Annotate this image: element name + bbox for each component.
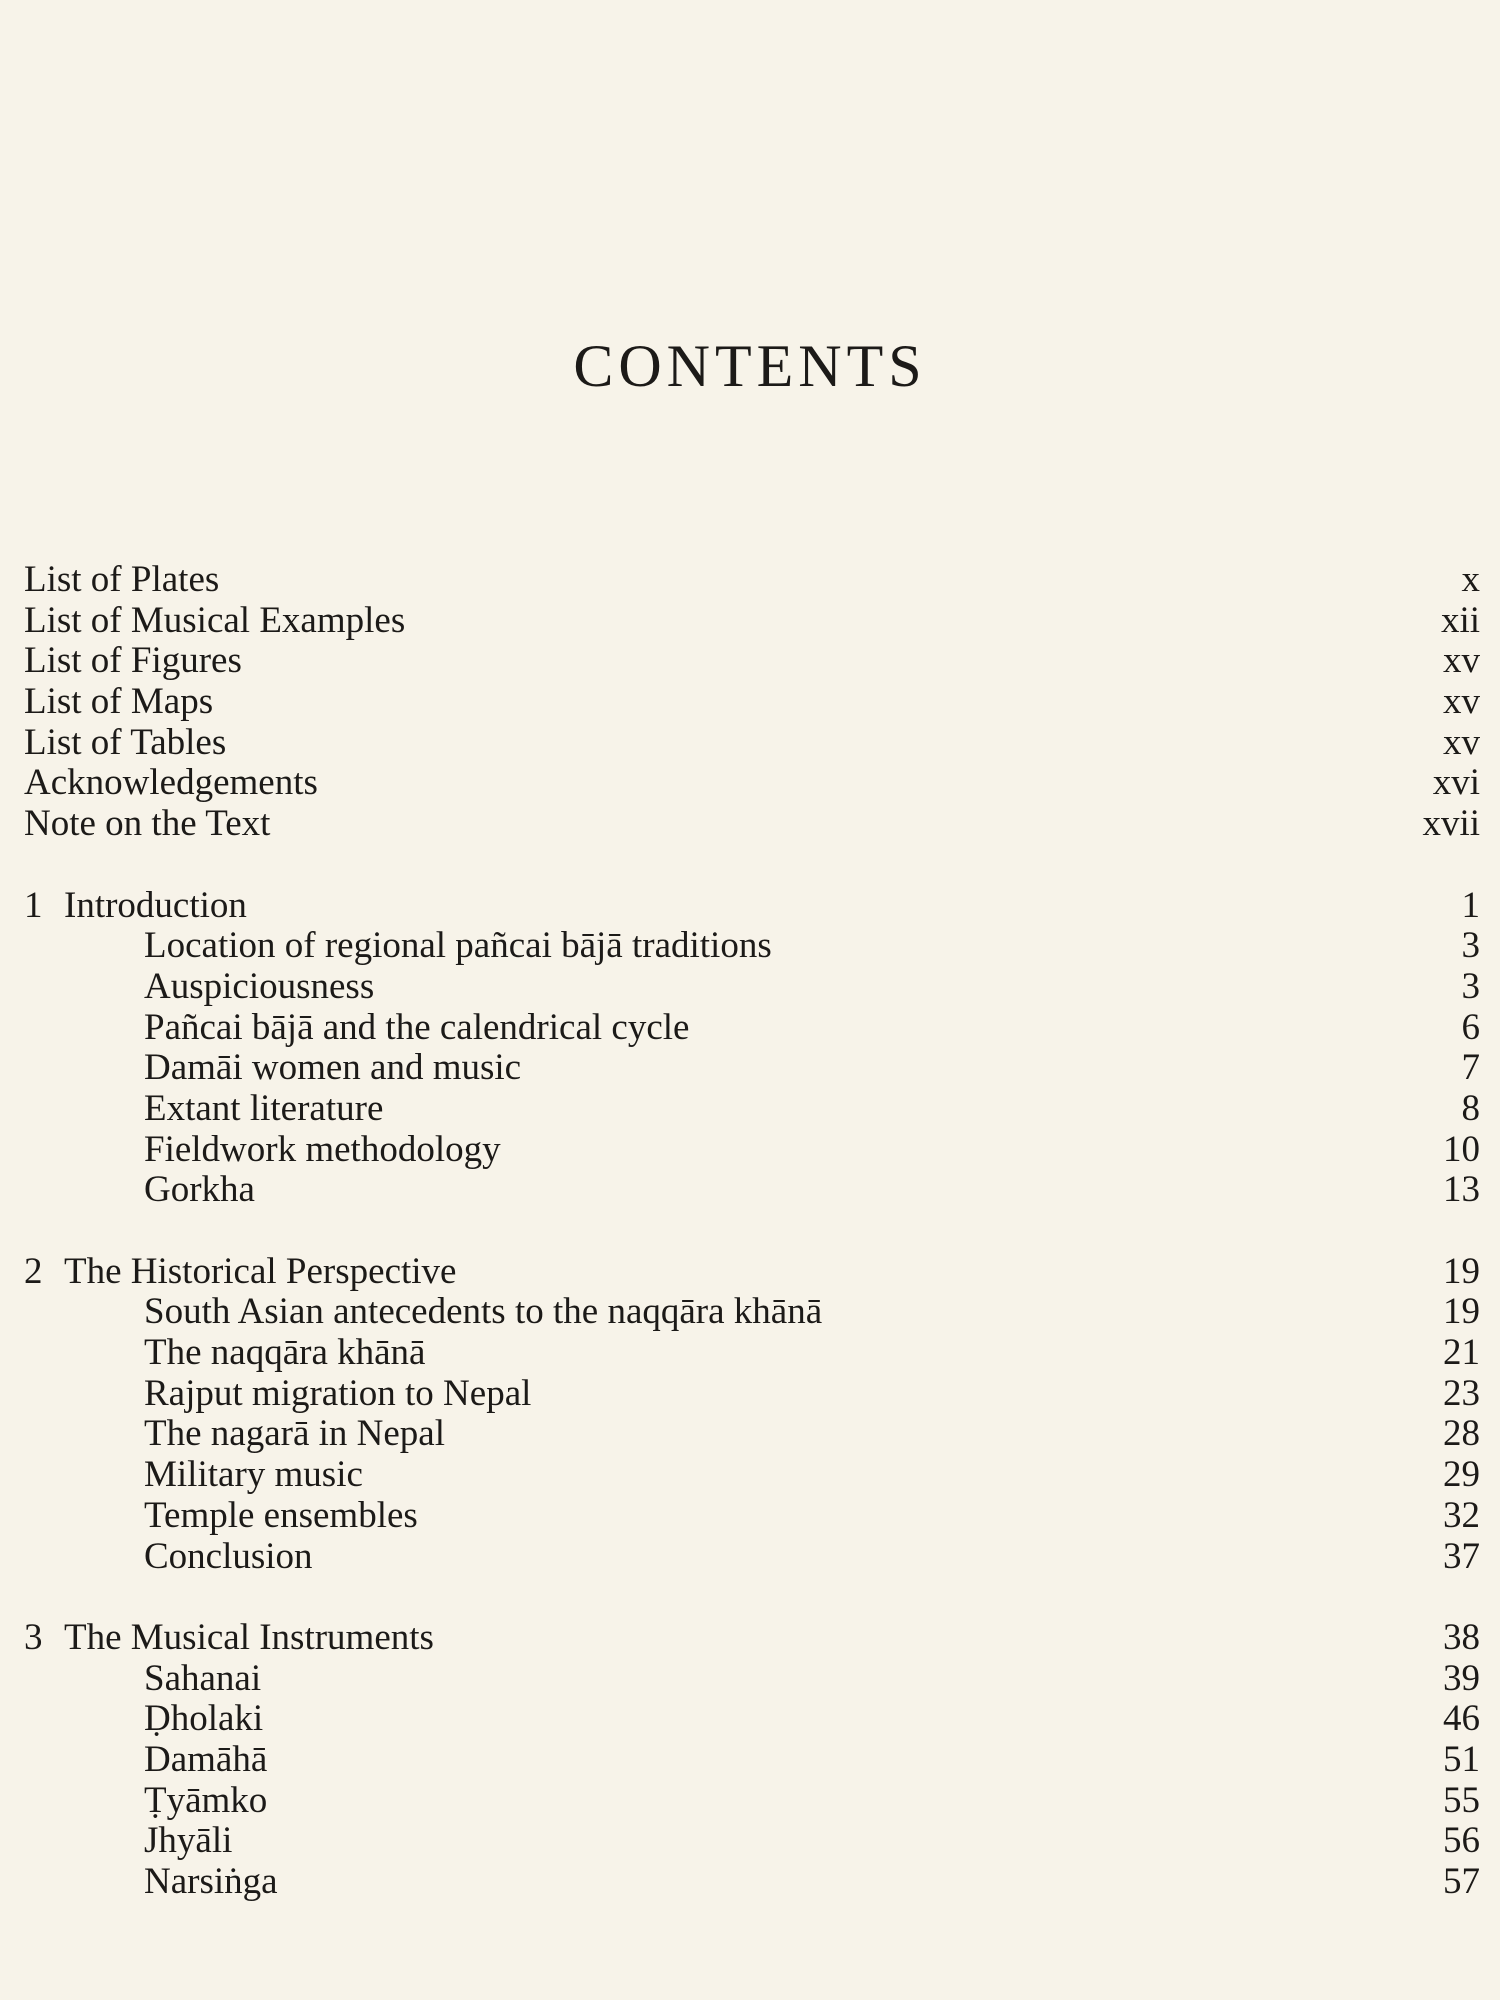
toc-entry-note-on-the-text[interactable] (24, 804, 1480, 845)
toc-section[interactable] (24, 1048, 1480, 1089)
toc-section[interactable] (24, 1821, 1480, 1862)
toc-section[interactable] (24, 1496, 1480, 1537)
toc-entry-page: 39 (1443, 1657, 1480, 1699)
toc-section-title: Military music (144, 1454, 363, 1496)
toc-entry-page: x (1461, 559, 1480, 600)
table-of-contents (24, 560, 1480, 1903)
toc-entry-page: 21 (1443, 1332, 1480, 1374)
toc-section-title: Ḍholaki (144, 1698, 264, 1740)
spacer (24, 1577, 1480, 1618)
toc-section[interactable] (24, 1740, 1480, 1781)
toc-entry-page: 46 (1443, 1698, 1480, 1740)
toc-section-title: Jhyāli (144, 1820, 233, 1862)
toc-section-title: Narsiṅga (144, 1861, 278, 1902)
toc-entry-title: Note on the Text (24, 803, 271, 845)
toc-section[interactable] (24, 1414, 1480, 1455)
toc-entry-page: xvi (1432, 762, 1480, 804)
toc-entry-page: 38 (1443, 1616, 1480, 1658)
toc-section[interactable] (24, 1781, 1480, 1822)
toc-section-title: Auspiciousness (144, 965, 375, 1007)
toc-entry-page: xv (1443, 681, 1480, 723)
toc-entry-page: 51 (1443, 1738, 1480, 1780)
toc-entry-title: Acknowledgements (24, 762, 318, 804)
toc-section-title: Pañcai bājā and the calendrical cycle (144, 1006, 690, 1048)
toc-section-title: Gorkha (144, 1169, 255, 1211)
chapter-title: The Musical Instruments (64, 1616, 434, 1658)
toc-entry-page: xv (1443, 640, 1480, 682)
toc-section-title: Ṭyāmko (144, 1779, 268, 1821)
toc-entry-list-of-maps[interactable] (24, 682, 1480, 723)
toc-entry-page: 55 (1443, 1779, 1480, 1821)
chapter-number: 2 (24, 1250, 43, 1292)
toc-chapter-3[interactable] (24, 1618, 1480, 1659)
toc-entry-page: 19 (1443, 1291, 1480, 1333)
toc-section[interactable] (24, 1374, 1480, 1415)
chapter-title: The Historical Perspective (64, 1250, 457, 1292)
toc-entry-list-of-plates[interactable] (24, 560, 1480, 601)
toc-entry-list-of-musical-examples[interactable] (24, 601, 1480, 642)
toc-entry-page: 28 (1443, 1413, 1480, 1455)
toc-entry-page: 1 (1461, 884, 1480, 926)
toc-section-title: Rajput migration to Nepal (144, 1372, 532, 1414)
toc-chapter-2[interactable] (24, 1252, 1480, 1293)
toc-entry-page: 56 (1443, 1820, 1480, 1862)
toc-section-title: Conclusion (144, 1535, 313, 1577)
toc-section[interactable] (24, 1089, 1480, 1130)
toc-entry-title: List of Figures (24, 640, 242, 682)
toc-section[interactable] (24, 967, 1480, 1008)
toc-entry-title: List of Musical Examples (24, 599, 406, 641)
toc-section[interactable] (24, 1130, 1480, 1171)
toc-section-title: Damāhā (144, 1738, 268, 1780)
toc-section[interactable] (24, 1659, 1480, 1700)
toc-entry-page: 3 (1461, 925, 1480, 967)
spacer (24, 1211, 1480, 1252)
toc-entry-page: 32 (1443, 1494, 1480, 1536)
toc-section-title: The nagarā in Nepal (144, 1413, 445, 1455)
toc-section-title: Damāi women and music (144, 1047, 522, 1089)
chapter-title: Introduction (64, 884, 247, 926)
toc-entry-page: 57 (1443, 1861, 1480, 1902)
toc-entry-page: 3 (1461, 965, 1480, 1007)
spacer (24, 845, 1480, 886)
toc-section[interactable] (24, 1333, 1480, 1374)
toc-entry-page: 29 (1443, 1454, 1480, 1496)
toc-entry-page: 7 (1461, 1047, 1480, 1089)
toc-entry-acknowledgements[interactable] (24, 763, 1480, 804)
toc-section[interactable] (24, 1008, 1480, 1049)
toc-section-title: Sahanai (144, 1657, 262, 1699)
toc-entry-title: List of Maps (24, 681, 214, 723)
toc-section[interactable] (24, 1862, 1480, 1903)
toc-entry-title: List of Tables (24, 721, 227, 763)
toc-section-title: Temple ensembles (144, 1494, 418, 1536)
toc-section[interactable] (24, 926, 1480, 967)
toc-section[interactable] (24, 1455, 1480, 1496)
toc-entry-page: 23 (1443, 1372, 1480, 1414)
toc-section-title: Location of regional pañcai bājā traditions (144, 925, 772, 967)
toc-section[interactable] (24, 1170, 1480, 1211)
toc-entry-page: xii (1440, 599, 1480, 641)
toc-entry-title: List of Plates (24, 559, 220, 600)
toc-section-title: Fieldwork methodology (144, 1128, 501, 1170)
toc-section[interactable] (24, 1699, 1480, 1740)
toc-section-title: The naqqāra khānā (144, 1332, 426, 1374)
toc-chapter-1[interactable] (24, 886, 1480, 927)
toc-section-title: South Asian antecedents to the naqqāra khānā (144, 1291, 823, 1333)
chapter-number: 3 (24, 1616, 43, 1658)
toc-section[interactable] (24, 1292, 1480, 1333)
toc-entry-list-of-figures[interactable] (24, 641, 1480, 682)
toc-entry-page: xv (1443, 721, 1480, 763)
toc-entry-page: 10 (1443, 1128, 1480, 1170)
toc-section[interactable] (24, 1537, 1480, 1578)
toc-entry-page: 13 (1443, 1169, 1480, 1211)
toc-entry-page: xvii (1422, 803, 1480, 845)
toc-entry-page: 19 (1443, 1250, 1480, 1292)
toc-section-title: Extant literature (144, 1087, 384, 1129)
page-title: CONTENTS (573, 333, 927, 399)
toc-entry-page: 37 (1443, 1535, 1480, 1577)
toc-entry-page: 6 (1461, 1006, 1480, 1048)
toc-entry-page: 8 (1461, 1087, 1480, 1129)
toc-entry-list-of-tables[interactable] (24, 723, 1480, 764)
chapter-number: 1 (24, 884, 43, 926)
